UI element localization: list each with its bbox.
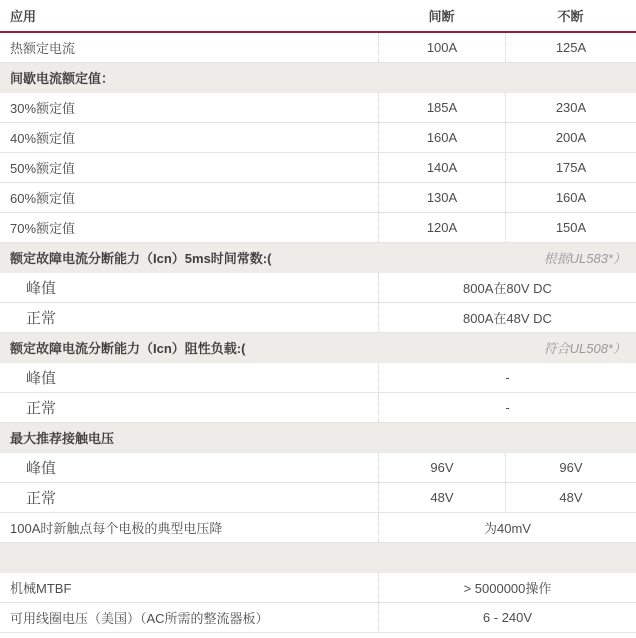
value-span: > 5000000操作 [378,573,636,602]
table-row-60pct [0,183,636,213]
value-intermittent: 120A [378,213,505,242]
row-label: 100A时新触点每个电极的典型电压降 [10,521,223,536]
table-row-thermal-rating [0,33,636,63]
section-label: 间歇电流额定值： [10,71,115,86]
section-note-ul508: 符合UL508*） [543,341,626,356]
value-span: 6 - 240V [378,603,636,632]
table-row-icnres-peak [0,363,636,393]
section-row-intermittent-ratings [0,63,636,93]
section-row-empty [0,543,636,573]
section-note-ul583: 根据UL583*） [543,251,626,266]
value-intermittent: 130A [378,183,505,212]
section-row-icn-5ms [0,243,636,273]
value-intermittent: 185A [378,93,505,122]
row-label: 30%额定值 [10,101,76,116]
value-intermittent: 100A [378,33,505,62]
row-label: 50%额定值 [10,161,76,176]
table-row-coil-voltage [0,603,636,633]
header-intermittent: 间断 [428,9,455,24]
table-row-voltage-peak [0,453,636,483]
row-label: 正常 [26,310,57,327]
section-row-max-contact-voltage [0,423,636,453]
table-row-50pct [0,153,636,183]
table-row-mtbf [0,573,636,603]
header-application: 应用 [10,9,37,24]
value-intermittent: 48V [378,483,505,512]
row-label: 热额定电流 [10,41,76,56]
value-continuous: 48V [505,483,636,512]
value-intermittent: 140A [378,153,505,182]
section-row-icn-resistive [0,333,636,363]
value-intermittent: 96V [378,453,505,482]
table-row-icnres-normal [0,393,636,423]
value-span: 为40mV [378,513,636,542]
value-continuous: 200A [505,123,636,152]
table-row-voltage-drop [0,513,636,543]
table-row-30pct [0,93,636,123]
row-label: 峰值 [26,280,57,297]
table-row-40pct [0,123,636,153]
table-row-icn5ms-peak [0,273,636,303]
value-continuous: 160A [505,183,636,212]
value-span: - [378,393,636,422]
table-header-row [0,0,636,33]
row-label: 60%额定值 [10,191,76,206]
table-row-voltage-normal [0,483,636,513]
value-span: 800A在80V DC [378,273,636,302]
value-span: 800A在48V DC [378,303,636,332]
row-label: 70%额定值 [10,221,76,236]
row-label: 正常 [26,490,57,507]
value-continuous: 230A [505,93,636,122]
row-label: 峰值 [26,460,57,477]
row-label: 峰值 [26,370,57,387]
table-row-70pct [0,213,636,243]
section-label: 最大推荐接触电压 [10,431,115,446]
row-label: 40%额定值 [10,131,76,146]
value-continuous: 96V [505,453,636,482]
value-continuous: 175A [505,153,636,182]
value-intermittent: 160A [378,123,505,152]
row-label: 机械MTBF [10,581,72,596]
section-label: 额定故障电流分断能力（Icn）阻性负载:( [10,341,246,356]
empty-cell [0,543,636,572]
row-label: 可用线圈电压（美国）（AC所需的整流器板） [10,611,269,626]
value-span: - [378,363,636,392]
row-label: 正常 [26,400,57,417]
header-continuous: 不断 [557,9,584,24]
section-label: 额定故障电流分断能力（Icn）5ms时间常数:( [10,251,272,266]
table-row-icn5ms-normal [0,303,636,333]
value-continuous: 150A [505,213,636,242]
value-continuous: 125A [505,33,636,62]
